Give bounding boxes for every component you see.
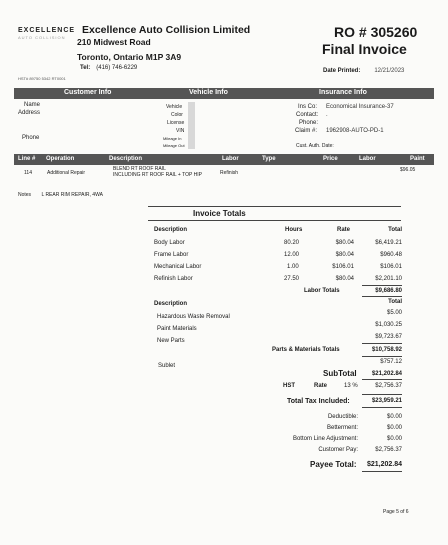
vehicle-info-heading: Vehicle Info	[189, 89, 228, 96]
col-description: Description	[109, 156, 143, 162]
parts-totals-label: Parts & Materials Totals	[272, 347, 340, 353]
total-tax-rule-bottom	[362, 407, 402, 408]
labor-rate: $80.04	[335, 252, 354, 258]
labor-total: $106.01	[380, 264, 402, 270]
customer-address-label: Address	[18, 110, 41, 116]
parts-description: Paint Materials	[157, 326, 197, 332]
labor-total: $2,201.10	[375, 276, 402, 282]
labor-header-hours: Hours	[285, 227, 303, 233]
hst-value: $2,756.37	[375, 383, 402, 389]
ro-number: RO # 305260	[334, 24, 418, 40]
contact-value: .	[326, 112, 328, 118]
labor-rate: $80.04	[335, 240, 354, 246]
date-printed	[323, 68, 404, 74]
logo-subtext: AUTO COLLISION	[18, 35, 66, 40]
labor-header-description: Description	[154, 227, 188, 233]
row-description-1: BLEND RT ROOF RAIL	[113, 166, 166, 172]
deductible-value: $0.00	[386, 414, 402, 420]
labor-description: Mechanical Labor	[154, 264, 202, 270]
col-labor: Labor	[222, 156, 239, 162]
logo-text: EXCELLENCE	[18, 27, 76, 34]
company-address-line1: 210 Midwest Road	[77, 37, 151, 47]
company-phone	[80, 65, 137, 71]
line-table-header	[14, 154, 434, 165]
subtotal-label: SubTotal	[323, 369, 357, 378]
claim-label: Claim #:	[295, 128, 318, 134]
sublet-value: $757.12	[380, 359, 402, 365]
total-tax-rule-top	[362, 394, 402, 395]
labor-rate: $106.01	[332, 264, 354, 270]
parts-sum-rule	[362, 343, 402, 344]
labor-totals-label: Labor Totals	[304, 288, 340, 294]
parts-description: New Parts	[157, 338, 185, 344]
company-name: Excellence Auto Collision Limited	[82, 24, 251, 36]
hst-label: HST	[283, 383, 295, 389]
parts-header-description: Description	[154, 301, 188, 307]
date-printed-value: 12/21/2023	[374, 68, 405, 74]
contact-label: Contact:	[296, 112, 319, 118]
bottom-line-adjustment-label: Bottom Line Adjustment:	[292, 436, 358, 442]
labor-hours: 1.00	[287, 264, 299, 270]
mileage-in-label: Mileage In	[163, 136, 182, 141]
deductible-label: Deductible:	[327, 414, 358, 420]
subtotal-rule	[362, 379, 402, 380]
betterment-label: Betterment:	[326, 425, 358, 431]
labor-total: $960.48	[380, 252, 402, 258]
notes-text: L REAR RIM REPAIR, 4WA	[41, 192, 103, 198]
tel-value: (416) 746-6229	[96, 65, 138, 71]
total-tax-label: Total Tax Included:	[287, 398, 350, 405]
claim-value: 1962908-AUTO-PD-1	[326, 128, 384, 134]
totals-title-rule	[148, 220, 401, 221]
labor-totals-rule	[362, 296, 402, 297]
vehicle-label: Vehicle	[166, 104, 183, 110]
company-address-line2: Toronto, Ontario M1P 3A9	[77, 52, 182, 62]
row-line-number: 114	[24, 170, 32, 176]
col-labor-2: Labor	[359, 156, 376, 162]
redaction-block	[188, 102, 195, 149]
sublet-label: Sublet	[158, 363, 176, 369]
col-type: Type	[262, 156, 276, 162]
labor-header-rate: Rate	[337, 227, 351, 233]
total-tax-value: $23,959.21	[371, 398, 402, 404]
document-title: Final Invoice	[322, 41, 407, 57]
subtotal-value: $21,202.84	[371, 371, 402, 377]
labor-hours: 27.50	[284, 276, 300, 282]
company-logo	[18, 27, 75, 40]
license-label: License	[167, 120, 185, 126]
customer-info-heading: Customer Info	[64, 89, 112, 96]
payee-total-label: Payee Total:	[310, 460, 357, 469]
col-price: Price	[323, 156, 338, 162]
labor-sum-rule	[362, 285, 402, 286]
labor-hours: 12.00	[284, 252, 300, 258]
customer-pay-label: Customer Pay:	[318, 447, 358, 453]
labor-hours: 80.20	[284, 240, 300, 246]
parts-totals-value: $10,758.92	[371, 347, 402, 353]
row-paint: $96.05	[400, 167, 416, 173]
customer-pay-value: $2,756.37	[375, 447, 402, 453]
parts-header-total: Total	[388, 299, 402, 305]
betterment-value: $0.00	[386, 425, 402, 431]
row-operation: Additional Repair	[47, 170, 86, 176]
row-description-2: INCLUDING RT ROOF RAIL + TOP HIP	[113, 172, 202, 178]
parts-totals-rule	[362, 356, 402, 357]
labor-description: Refinish Labor	[154, 276, 193, 282]
date-printed-label: Date Printed:	[323, 68, 361, 74]
col-paint: Paint	[410, 156, 425, 162]
info-section-header	[14, 88, 434, 99]
hst-number: HST# 89750 5342 RT0001	[18, 76, 66, 81]
ins-co-value: Economical Insurance-37	[326, 104, 394, 110]
col-line: Line #	[18, 156, 36, 162]
invoice-totals-title: Invoice Totals	[193, 209, 246, 218]
labor-total: $6,419.21	[375, 240, 402, 246]
customer-phone-label: Phone	[22, 135, 40, 141]
parts-description: Hazardous Waste Removal	[157, 314, 230, 320]
tel-label: Tel:	[80, 65, 91, 71]
labor-totals-value: $9,686.80	[375, 288, 402, 294]
page-number: Page 5 of 6	[383, 509, 409, 515]
ins-co-label: Ins Co:	[298, 104, 318, 110]
parts-total: $5.00	[386, 310, 402, 316]
insurance-info-heading: Insurance Info	[319, 89, 367, 96]
labor-description: Frame Labor	[154, 252, 189, 258]
vin-label: VIN	[176, 128, 185, 134]
notes	[18, 192, 103, 198]
cust-auth-date-label: Cust. Auth. Date:	[296, 143, 334, 149]
payee-total-value: $21,202.84	[366, 461, 402, 468]
parts-total: $1,030.25	[375, 322, 402, 328]
hst-rate-value: 13 %	[344, 383, 358, 389]
mileage-out-label: Mileage Out	[163, 143, 185, 148]
customer-name-label: Name	[24, 102, 41, 108]
row-type: Refinish	[220, 170, 239, 176]
payee-total-rule	[362, 471, 402, 472]
bottom-line-adjustment-value: $0.00	[386, 436, 402, 442]
col-operation: Operation	[46, 156, 75, 162]
ins-phone-label: Phone:	[299, 120, 319, 126]
parts-total: $9,723.67	[375, 334, 402, 340]
hst-rate-label: Rate	[314, 383, 328, 389]
color-label: Color	[171, 112, 183, 118]
notes-label: Notes	[18, 192, 32, 198]
labor-rate: $80.04	[335, 276, 354, 282]
totals-top-rule	[148, 206, 401, 207]
labor-description: Body Labor	[154, 240, 185, 246]
labor-header-total: Total	[388, 227, 402, 233]
